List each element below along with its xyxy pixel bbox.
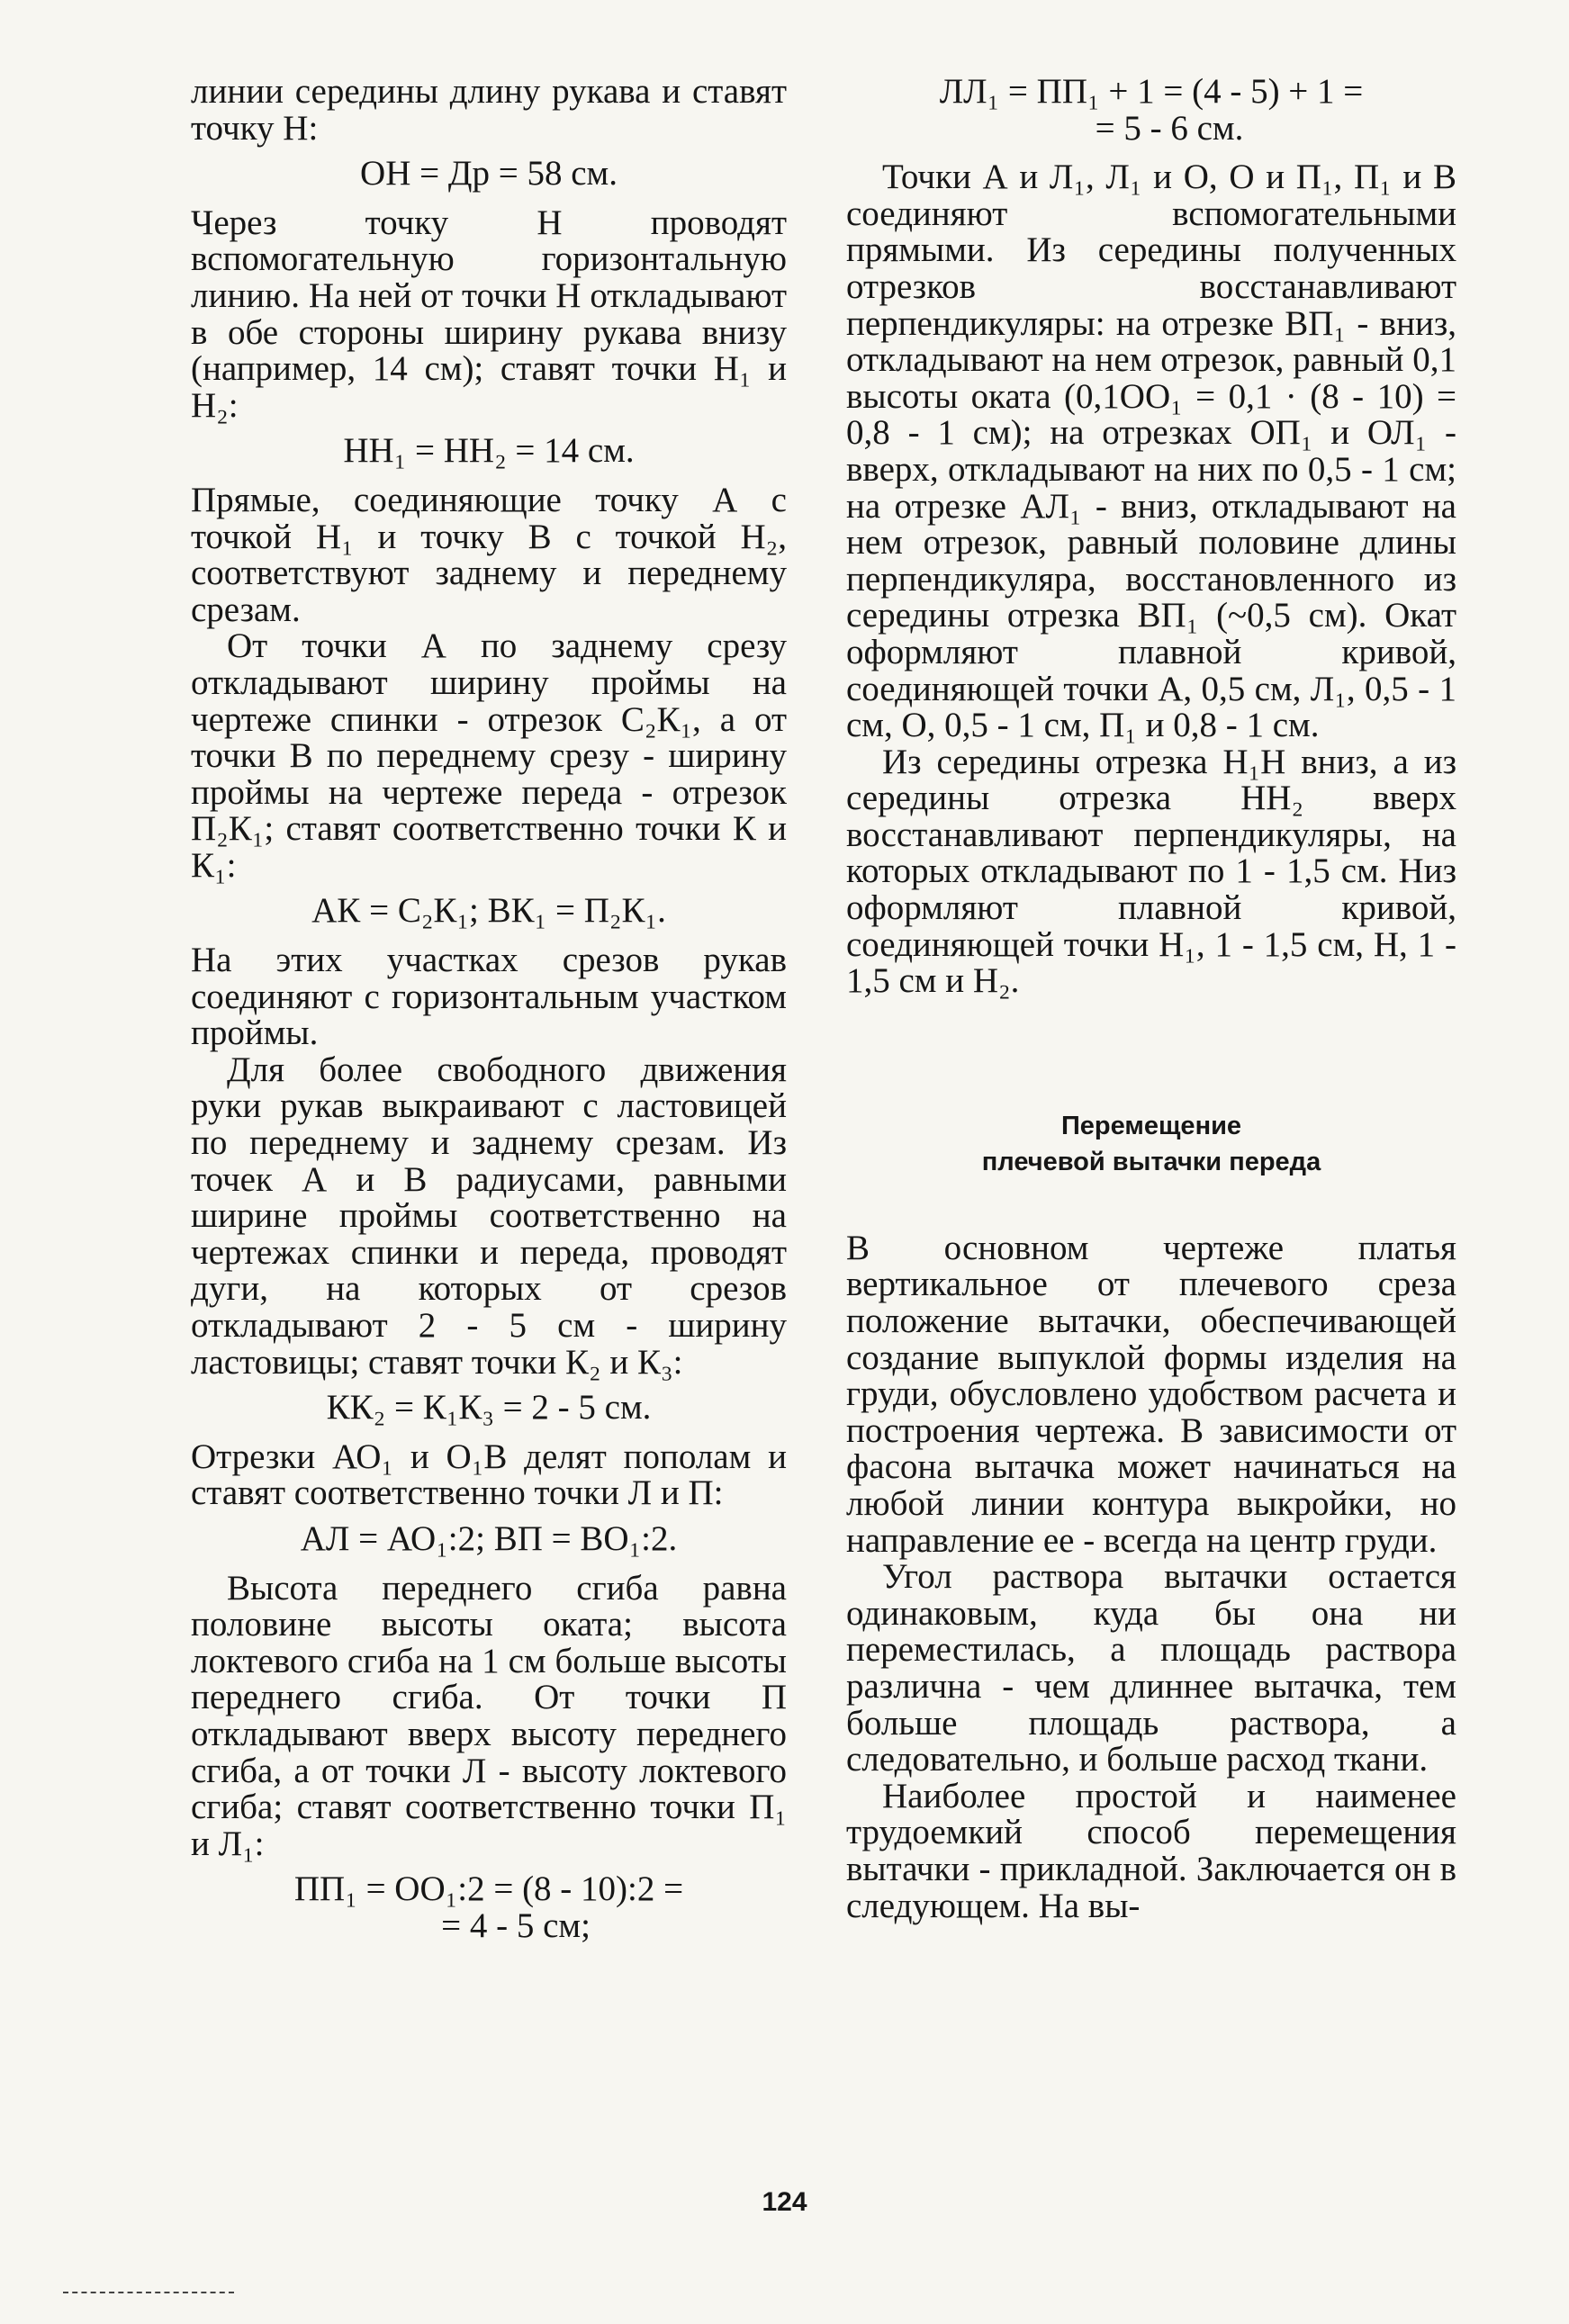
section-title [846,1108,1456,1180]
paragraph: На этих участках срезов рукав соединяют с горизонтальным участком проймы. [191,941,787,1053]
paragraph: Прямые, соединяющие точку А с точкой Н₁ и точку В с точкой Н₂, соответствуют заднему и переднему срезам. [191,480,787,629]
paragraph: Отрезки АО₁ и О₁В делят пополам и ставят соответственно точки Л и П: [191,1437,787,1513]
formula: = 5 - 6 см. [1095,108,1244,148]
paragraph: Из середины отрезка Н₁Н вниз, а из середины отрезка НН₂ вверх восстанавливают перпендикуляры, на которых откладывают по 1 - 1,5 см. Низ оформляют плавной кривой, соединяющей точки Н₁, 1 - 1,5 см, Н, 1 - 1,5 см и Н₂. [846,742,1456,1001]
formula: КК₂ = К₁К₃ = 2 - 5 см. [326,1388,652,1428]
formula: НН₁ = НН₂ = 14 см. [343,431,635,471]
paragraph: Через точку Н проводят вспомогательную горизонтальную линию. На ней от точки Н откладывают в обе стороны ширину рукава внизу (например, 14 см); ставят точки Н₁ и Н₂: [191,203,787,425]
paragraph: Для более свободного движения руки рукав выкраивают с ластовицей по переднему и заднему срезам. Из точек А и В радиусами, равными ширине проймы соответственно на чертежах спинки и переда, проводят дуги, на которых от срезов откладывают 2 - 5 см - ширину ластовицы; ставят точки К₂ и К₃: [191,1049,787,1382]
section-title-line: плечевой вытачки переда [981,1147,1321,1176]
right-column [846,74,1456,1924]
formula: ОН = Др = 58 см. [360,154,618,194]
paragraph: Высота переднего сгиба равна половине высоты оката; высота локтевого сгиба на 1 см больше высоты переднего сгиба. От точки П откладывают вверх высоту переднего сгиба, а от точки Л - высоту локтевого сгиба; ставят соответственно точки П₁ и Л₁: [191,1568,787,1863]
formula: = 4 - 5 см; [441,1905,591,1945]
left-column [191,74,787,1958]
paragraph: Угол раствора вытачки остается одинаковым, куда бы она ни переместилась, а площадь раствора различна - чем длиннее вытачка, тем больше площадь раствора, а следовательно, и больше расход ткани. [846,1557,1456,1779]
paragraph: Наиболее простой и наименее трудоемкий способ перемещения вытачки - прикладной. Заключается он в следующем. На вы- [846,1776,1456,1925]
paragraph: линии середины длину рукава и ставят точку Н: [191,72,787,148]
section-title-line: Перемещение [1060,1111,1242,1140]
paragraph: Точки А и Л₁, Л₁ и О, О и П₁, П₁ и В соединяют вспомогательными прямыми. Из середины полученных отрезков восстанавливают перпендикуляры: на отрезке ВП₁ - вниз, откладывают на нем отрезок, равный 0,1 высоты оката (0,1ОО₁ = 0,1 · (8 - 10) = 0,8 - 1 см); на отрезках ОП₁ и ОЛ₁ - вверх, откладывают на них по 0,5 - 1 см; на отрезке АЛ₁ - вниз, откладывают на нем отрезок, равный половине длины перпендикуляра, восстановленного из середины отрезка ВП₁ (~0,5 см). Окат оформляют плавной кривой, соединяющей точки А, 0,5 см, Л₁, 0,5 - 1 см, О, 0,5 - 1 см, П₁ и 0,8 - 1 см. [846,158,1456,745]
page-number: 124 [762,2187,807,2217]
formula: ЛЛ₁ = ПП₁ + 1 = (4 - 5) + 1 = [939,72,1364,111]
paragraph: В основном чертеже платья вертикальное от плечевого среза положение вытачки, обеспечивающей создание выпуклой формы изделия на груди, обусловлено удобством расчета и построения чертежа. В зависимости от фасона вытачка может начинаться на любой линии контура выкройки, но направление ее - всегда на центр груди. [846,1228,1456,1560]
footer-rule [63,2292,234,2293]
formula: АК = С₂К₁; ВК₁ = П₂К₁. [311,891,666,931]
paragraph: От точки А по заднему срезу откладывают ширину проймы на чертеже спинки - отрезок С₂К₁, а от точки В по переднему срезу - ширину проймы на чертеже переда - отрезок П₂К₁; ставят соответственно точки К и К₁: [191,626,787,885]
formula: ПП₁ = ОО₁:2 = (8 - 10):2 = [293,1869,684,1909]
formula: АЛ = АО₁:2; ВП = ВО₁:2. [300,1518,678,1558]
